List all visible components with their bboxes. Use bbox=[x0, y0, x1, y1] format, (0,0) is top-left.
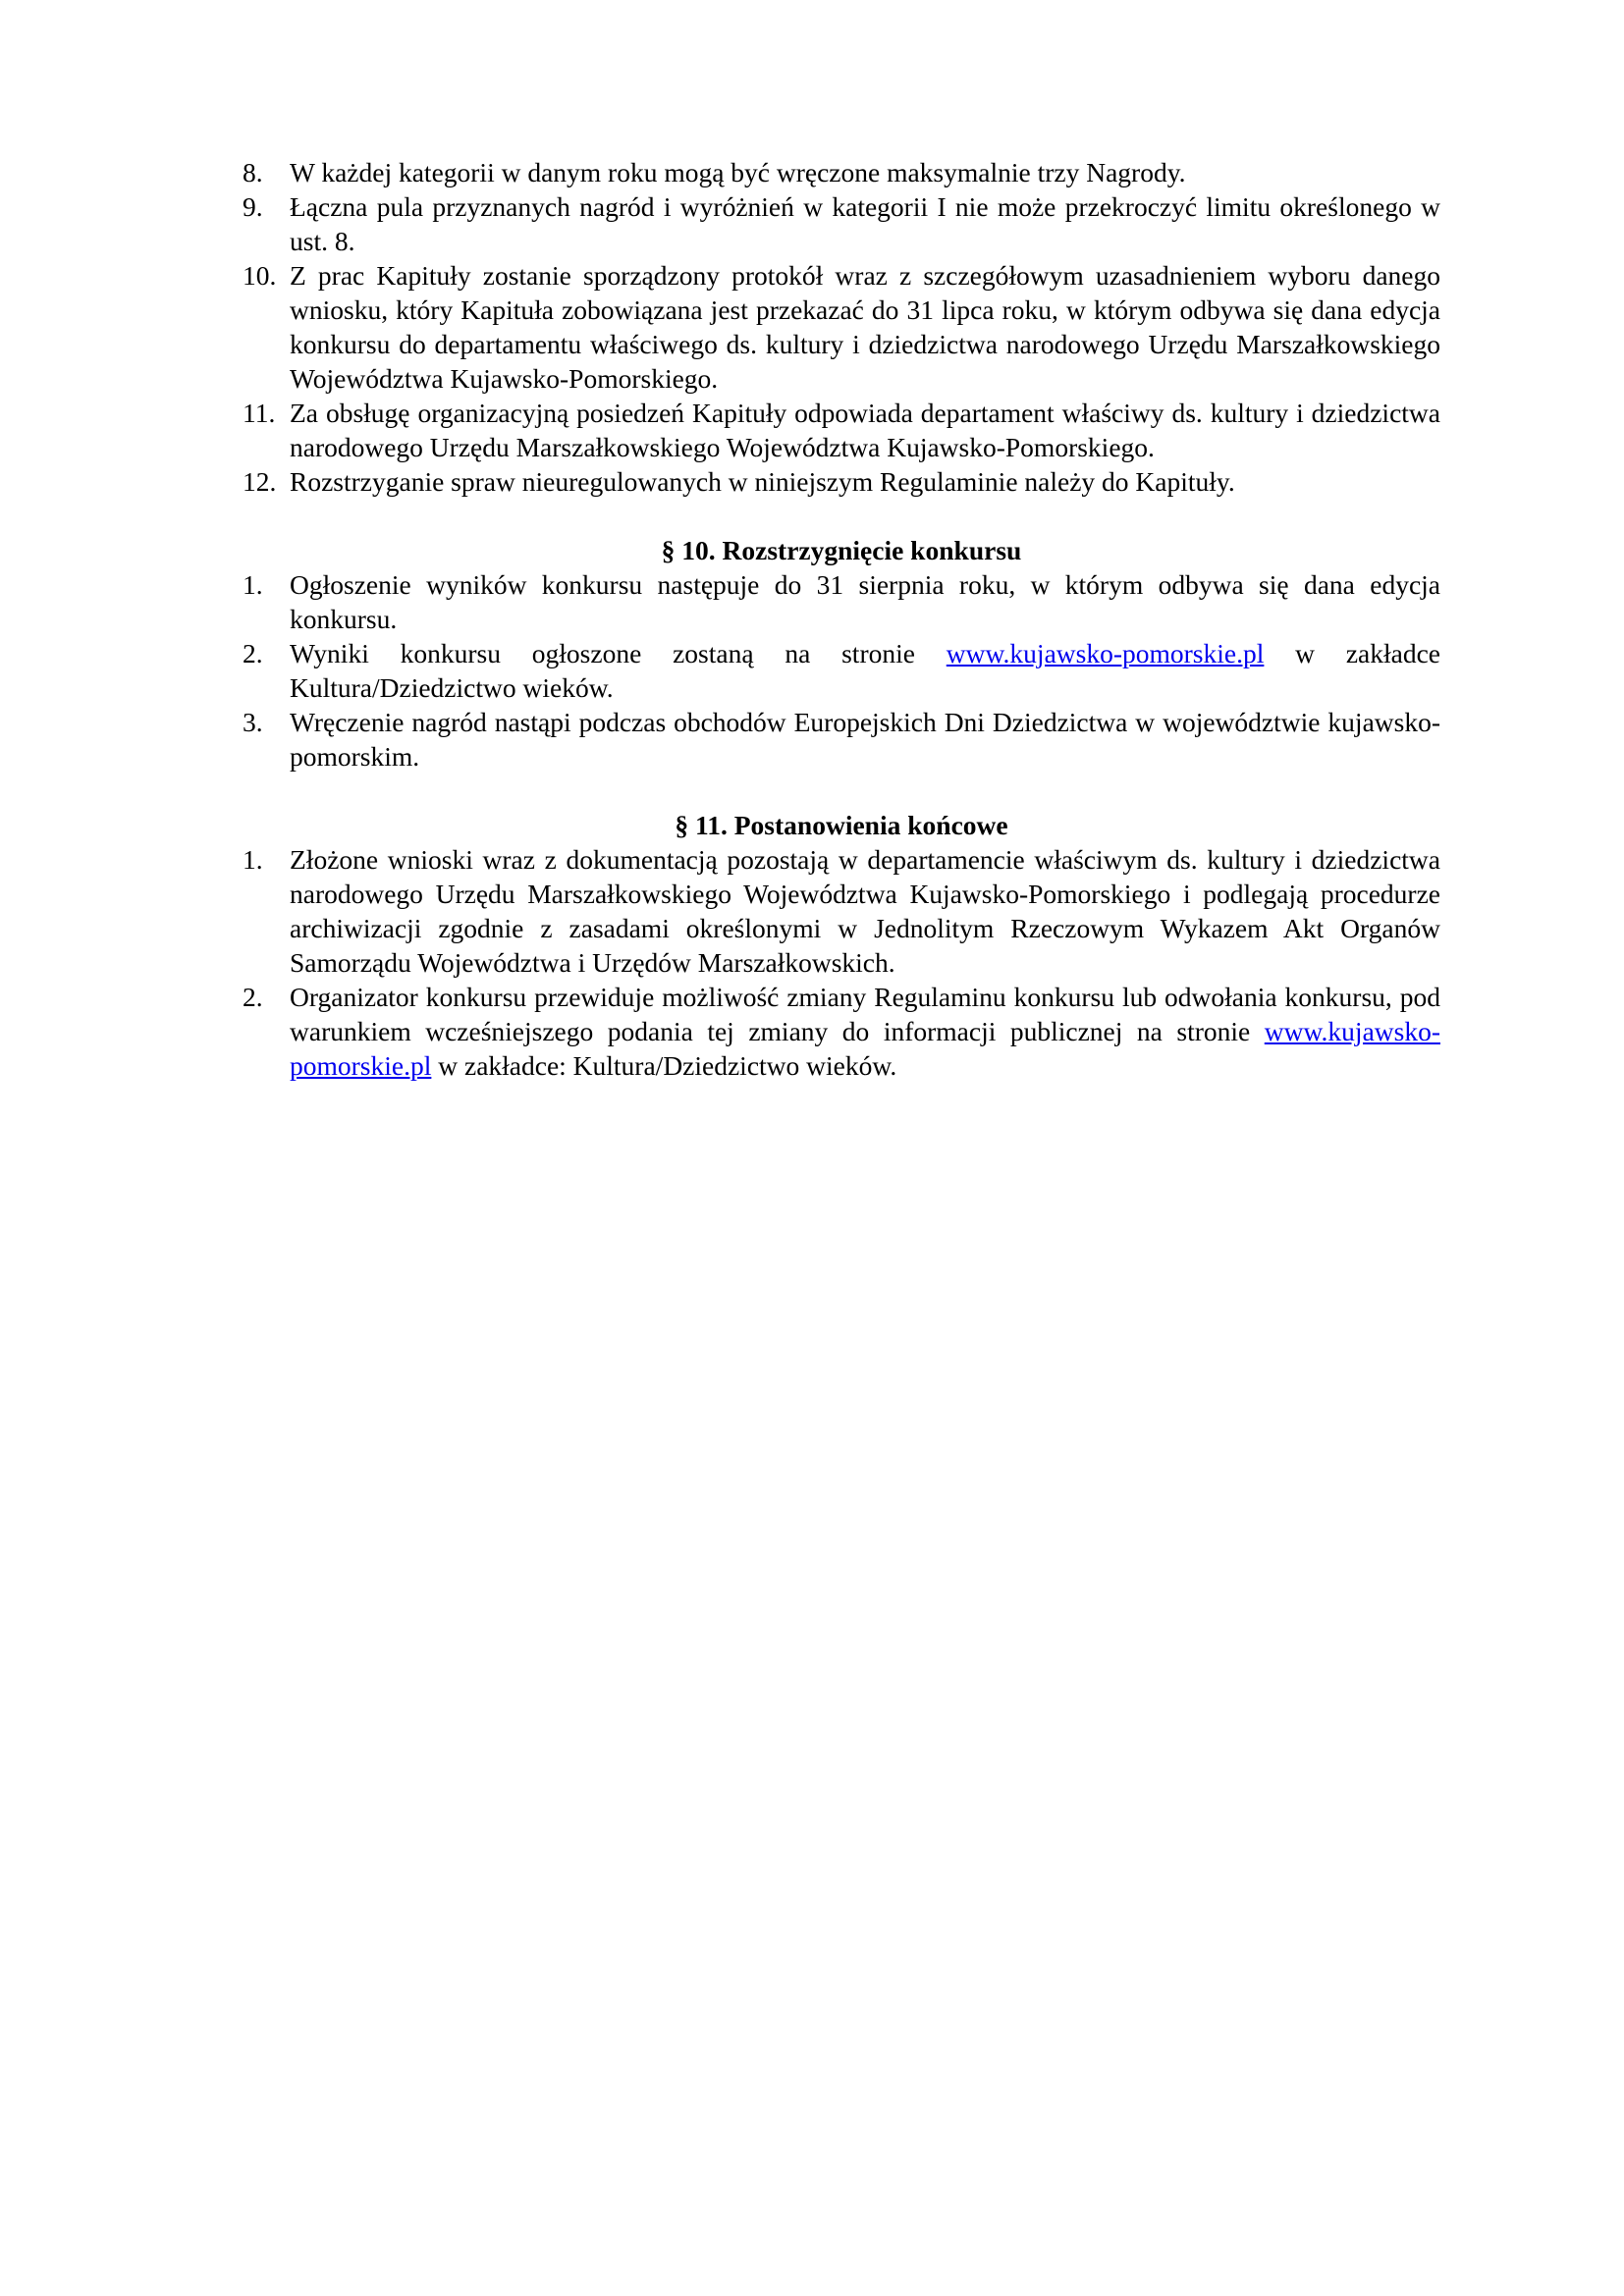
website-link[interactable]: www.kujawsko-pomorskie.pl bbox=[290, 1016, 1440, 1081]
item-text: Rozstrzyganie spraw nieuregulowanych w niniejszym Regulaminie należy do Kapituły. bbox=[290, 466, 1235, 497]
item-text: Wręczenie nagród nastąpi podczas obchodów Europejskich Dni Dziedzictwa w województwie kujawsko-pomorskim. bbox=[290, 707, 1440, 772]
list-item bbox=[243, 980, 1440, 1083]
item-number: 10. bbox=[243, 260, 277, 291]
item-text-after-link: w zakładce: Kultura/Dziedzictwo wieków. bbox=[431, 1050, 897, 1081]
item-number: 1. bbox=[243, 844, 263, 875]
item-number: 2. bbox=[243, 638, 263, 668]
list-item bbox=[243, 155, 1440, 189]
item-text: Złożone wnioski wraz z dokumentacją pozostają w departamencie właściwym ds. kultury i dziedzictwa narodowego Urzędu Marszałkowskiego Województwa Kujawsko-Pomorskiego i podlegają procedurze archiwizacji zgodnie z zasadami określonymi w Jednolitym Rzeczowym Wykazem Akt Organów Samorządu Województwa i Urzędów Marszałkowskich. bbox=[290, 844, 1440, 978]
section-11-heading: § 11. Postanowienia końcowe bbox=[675, 810, 1008, 840]
item-text: W każdej kategorii w danym roku mogą być wręczone maksymalnie trzy Nagrody. bbox=[290, 157, 1186, 187]
item-number: 12. bbox=[243, 466, 277, 497]
section-10-list bbox=[243, 567, 1440, 774]
item-text: Z prac Kapituły zostanie sporządzony protokół wraz z szczegółowym uzasadnieniem wyboru danego wniosku, który Kapituła zobowiązana jest przekazać do 31 lipca roku, w którym odbywa się dana edycja konkursu do departamentu właściwego ds. kultury i dziedzictwa narodowego Urzędu Marszałkowskiego Województwa Kujawsko-Pomorskiego. bbox=[290, 260, 1440, 394]
item-text: Łączna pula przyznanych nagród i wyróżnień w kategorii I nie może przekroczyć limitu określonego w ust. 8. bbox=[290, 191, 1440, 256]
item-number: 1. bbox=[243, 569, 263, 600]
item-text-after-link: w zakładce Kultura/Dziedzictwo wieków. bbox=[290, 638, 1441, 703]
document-page bbox=[243, 155, 1440, 1083]
section-10-heading: § 10. Rozstrzygnięcie konkursu bbox=[661, 535, 1022, 565]
section-11-list bbox=[243, 842, 1440, 1083]
item-number: 8. bbox=[243, 157, 263, 187]
list-item bbox=[243, 396, 1440, 464]
website-link[interactable]: www.kujawsko-pomorskie.pl bbox=[946, 638, 1265, 668]
list-item bbox=[243, 636, 1440, 705]
item-text-before-link: Wyniki konkursu ogłoszone zostaną na stronie bbox=[290, 638, 947, 668]
list-item bbox=[243, 842, 1440, 980]
list-item bbox=[243, 464, 1440, 499]
item-text: Ogłoszenie wyników konkursu następuje do 31 sierpnia roku, w którym odbywa się dana edycja konkursu. bbox=[290, 569, 1440, 634]
item-number: 2. bbox=[243, 982, 263, 1012]
item-number: 3. bbox=[243, 707, 263, 737]
section-spacer bbox=[243, 774, 1440, 808]
list-item bbox=[243, 567, 1440, 636]
item-number: 9. bbox=[243, 191, 263, 222]
section-spacer bbox=[243, 499, 1440, 533]
item-number: 11. bbox=[243, 398, 276, 428]
list-item bbox=[243, 705, 1440, 774]
item-text-before-link: Organizator konkursu przewiduje możliwość zmiany Regulaminu konkursu lub odwołania konkursu, pod warunkiem wcześniejszego podania tej zmiany do informacji publicznej na stronie bbox=[290, 982, 1440, 1046]
list-item bbox=[243, 258, 1440, 396]
list-item bbox=[243, 189, 1440, 258]
item-text: Za obsługę organizacyjną posiedzeń Kapituły odpowiada departament właściwy ds. kultury i dziedzictwa narodowego Urzędu Marszałkowskiego Województwa Kujawsko-Pomorskiego. bbox=[290, 398, 1440, 462]
section-9-continued-list bbox=[243, 155, 1440, 499]
